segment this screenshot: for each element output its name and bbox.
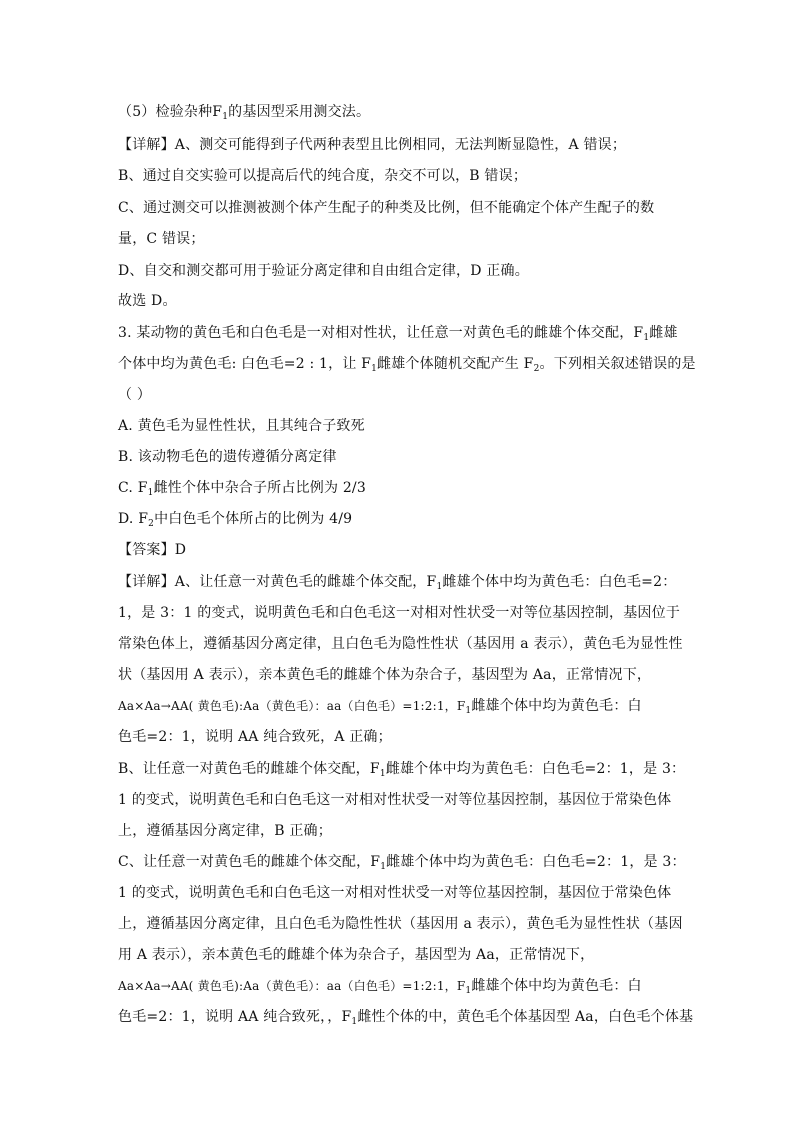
text-line-26 — [118, 884, 671, 902]
text-segment: 用 A 表示），亲本黄色毛的雌雄个体为杂合子，基因型为 Aa，正常情况下， — [118, 947, 595, 963]
subscript: 1 — [380, 862, 387, 872]
text-segment: B、通过自交实验可以提高后代的纯合度，杂交不可以，B 错误； — [118, 168, 528, 184]
text-line-7 — [118, 292, 177, 310]
text-segment: B. 该动物毛色的遗传遵循分离定律 — [118, 449, 337, 465]
text-segment: 雌雄个体中均为黄色毛：白色毛=2： — [442, 574, 677, 590]
text-line-16 — [118, 573, 676, 591]
subscript: 2 — [533, 364, 540, 374]
text-line-23 — [118, 791, 671, 809]
subscript: 1 — [351, 1017, 358, 1027]
subscript: 2 — [148, 519, 155, 529]
subscript: 1 — [222, 112, 229, 122]
text-line-29 — [118, 977, 642, 995]
subscript: 1 — [147, 488, 154, 498]
text-line-28 — [118, 946, 594, 964]
text-line-18 — [118, 635, 683, 653]
text-segment: 雌雄个体中均为黄色毛：白 — [471, 698, 642, 714]
text-line-5 — [118, 230, 205, 248]
text-segment: 个体中均为黄色毛: 白色毛=2 : 1，让 F — [118, 356, 372, 372]
text-segment: 色毛=2：1，说明 AA 纯合致死，A 正确； — [118, 729, 392, 745]
text-segment: 故选 D。 — [118, 293, 177, 309]
text-line-12 — [118, 448, 337, 466]
text-segment: 1，是 3：1 的变式，说明黄色毛和白色毛这一对相对性状受一对等位基因控制，基因位于 — [118, 605, 681, 621]
text-line-30 — [118, 1008, 693, 1026]
text-segment: （ ） — [118, 387, 152, 403]
text-line-8 — [118, 324, 678, 342]
text-segment: 雌雄个体中均为黄色毛：白色毛=2：1，是 3： — [386, 854, 686, 870]
text-line-3 — [118, 167, 527, 185]
text-segment: 雌性个体的中，黄色毛个体基因型 Aa，白色毛个体基 — [357, 1009, 694, 1025]
text-line-19 — [118, 666, 651, 684]
text-line-14 — [118, 510, 352, 528]
text-line-15 — [118, 541, 186, 559]
text-segment: 雌雄 — [649, 325, 678, 341]
text-segment: B、让任意一对黄色毛的雌雄个体交配，F — [118, 761, 380, 777]
text-line-2 — [118, 136, 626, 154]
text-segment: 雌雄个体中均为黄色毛：白 — [471, 978, 642, 994]
text-segment: C. F — [118, 480, 148, 496]
subscript: 1 — [436, 582, 443, 592]
text-line-17 — [118, 604, 680, 622]
text-segment: 雌雄个体随机交配产生 F — [377, 356, 534, 372]
text-segment: 上，遵循基因分离定律，B 正确； — [118, 823, 332, 839]
subscript: 1 — [465, 706, 472, 716]
text-segment: 1 的变式，说明黄色毛和白色毛这一对相对性状受一对等位基因控制，基因位于常染色体 — [118, 792, 672, 808]
text-segment: Aa×Aa→AA( 黄色毛):Aa（黄色毛）：aa（白色毛）=1:2:1，F — [118, 699, 466, 713]
text-line-6 — [118, 262, 529, 280]
text-segment: 色毛=2：1，说明 AA 纯合致死，，F — [118, 1009, 352, 1025]
text-line-22 — [118, 760, 685, 778]
subscript: 1 — [643, 333, 650, 343]
text-segment: D. F — [118, 511, 149, 527]
text-line-25 — [118, 853, 686, 871]
text-line-27 — [118, 915, 683, 933]
text-segment: D、自交和测交都可用于验证分离定律和自由组合定律，D 正确。 — [118, 263, 529, 279]
text-line-9 — [118, 355, 696, 373]
text-segment: 【答案】D — [118, 542, 187, 558]
text-segment: 量，C 错误； — [118, 231, 205, 247]
text-segment: A. 黄色毛为显性性状，且其纯合子致死 — [118, 418, 365, 434]
text-segment: 【详解】A、让任意一对黄色毛的雌雄个体交配，F — [118, 574, 437, 590]
text-segment: （5）检验杂种F — [118, 104, 223, 120]
text-segment: 的基因型采用测交法。 — [228, 104, 371, 120]
text-line-1 — [118, 103, 370, 121]
text-segment: Aa×Aa→AA( 黄色毛):Aa（黄色毛）：aa（白色毛）=1:2:1，F — [118, 979, 466, 993]
text-segment: 中白色毛个体所占的比例为 4/9 — [154, 511, 353, 527]
text-segment: C、让任意一对黄色毛的雌雄个体交配，F — [118, 854, 381, 870]
text-line-13 — [118, 479, 366, 497]
subscript: 1 — [465, 986, 472, 996]
text-line-10 — [118, 386, 151, 404]
text-line-4 — [118, 199, 654, 217]
text-line-11 — [118, 417, 365, 435]
subscript: 1 — [379, 769, 386, 779]
text-segment: 3. 某动物的黄色毛和白色毛是一对相对性状，让任意一对黄色毛的雌雄个体交配，F — [118, 325, 644, 341]
subscript: 1 — [371, 364, 378, 374]
text-line-20 — [118, 697, 642, 715]
text-segment: 。下列相关叙述错误的是 — [539, 356, 696, 372]
text-segment: 状（基因用 A 表示），亲本黄色毛的雌雄个体为杂合子，基因型为 Aa，正常情况下， — [118, 667, 652, 683]
text-segment: 雌性个体中杂合子所占比例为 2/3 — [153, 480, 366, 496]
text-line-24 — [118, 822, 332, 840]
text-segment: 【详解】A、测交可能得到子代两种表型且比例相同，无法判断显隐性，A 错误； — [118, 137, 627, 153]
text-line-21 — [118, 728, 392, 746]
text-segment: 常染色体上，遵循基因分离定律，且白色毛为隐性性状（基因用 a 表示），黄色毛为显性性 — [118, 636, 683, 652]
text-segment: 1 的变式，说明黄色毛和白色毛这一对相对性状受一对等位基因控制，基因位于常染色体 — [118, 885, 672, 901]
text-segment: 上，遵循基因分离定律，且白色毛为隐性性状（基因用 a 表示），黄色毛为显性性状（基因 — [118, 916, 683, 932]
text-segment: C、通过测交可以推测被测个体产生配子的种类及比例，但不能确定个体产生配子的数 — [118, 200, 655, 216]
text-segment: 雌雄个体中均为黄色毛：白色毛=2：1，是 3： — [385, 761, 686, 777]
